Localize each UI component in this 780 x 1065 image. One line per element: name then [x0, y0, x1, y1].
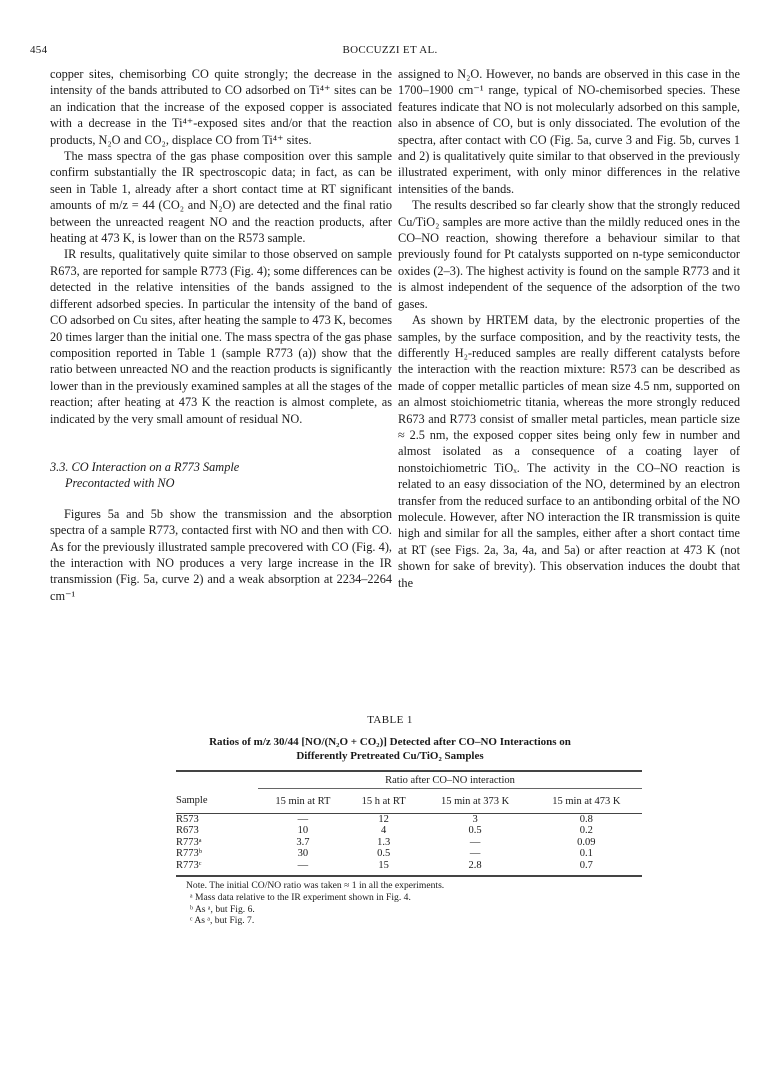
table-row — [176, 825, 642, 836]
section-heading — [50, 459, 392, 492]
page-number: 454 — [30, 44, 48, 56]
column-header: 15 min at RT — [275, 795, 331, 807]
table-cell: 30 — [297, 848, 309, 860]
table-cell: R773ᵇ — [176, 848, 203, 860]
table-spanner: Ratio after CO–NO interaction — [258, 771, 642, 789]
table-cell: 0.7 — [579, 859, 593, 871]
table-cell: 4 — [381, 825, 387, 837]
table-cell: 3 — [472, 814, 478, 825]
table-cell: — — [297, 814, 309, 825]
left-paragraph-4: Figures 5a and 5b show the transmission and the absorption spectra of a sample R773, contacted first with NO and then with CO. As for the previously illustrated sample precovered with CO (Fig. 4), the interaction with NO produces a very large increase in the IR transmission (Fig. 5a, curve 2) and a weak absorption at 2234–2264 cm⁻¹ — [50, 506, 392, 603]
table-header-row — [176, 789, 642, 814]
table-cell: R773ᶜ — [176, 859, 202, 871]
column-header: Sample — [176, 795, 208, 807]
table-cell: — — [469, 848, 481, 860]
table-cell: 0.09 — [577, 836, 596, 848]
table-footnote: ᵇ As ᵃ, but Fig. 6. — [190, 903, 255, 915]
table-row — [176, 860, 642, 876]
table-caption-line-1: Ratios of m/z 30/44 [NO/(N₂O + CO₂)] Detected after CO–NO Interactions on — [209, 736, 571, 748]
left-column — [50, 66, 392, 604]
table-cell: 10 — [297, 825, 309, 837]
left-paragraph-3: IR results, qualitatively quite similar to those observed on sample R673, are reported for sample R773 (Fig. 4); some differences can be detected in the relative intensities of the bands assigned to the different adsorbed species. In particular the intensity of the band of CO adsorbed on Cu sites, after heating the sample to 473 K, becomes 20 times larger than the initial one. The mass spectra of the gas phase composition reported in Table 1 (sample R773 (a)) show that the ratio between unreacted NO and the reaction products is significantly lower than in the previously examined samples at all the stages of the reaction; after heating at 473 K the reaction is almost complete, as indicated by the very small amount of residual NO. — [50, 247, 392, 426]
table-cell: 1.3 — [377, 836, 391, 848]
right-paragraph-3: As shown by HRTEM data, by the electronic properties of the samples, by the surface composition, and by the reactivity tests, the differently H₂-reduced samples are really different catalysts before the interaction with the reaction mixture: R573 can be described as made of copper metallic particles of mean size 4.5 nm, supported on an almost stoichiometric titania, whereas the more strongly reduced R673 and R773 consist of smaller metal particles, mean particle size ≈ 2.5 nm, the exposed copper sites being only few in number and almost isolated as a consequence of a coating layer of nonstoichiometric TiOₓ. The activity in the CO–NO reaction is related to an easy dissociation of the NO, determined by an electron transfer from the reduced surface to an antibonding orbital of the NO molecule. However, after NO interaction the IR transmission is quite high and similar for all the samples, either after a short contact time at RT (see Figs. 2a, 3a, 4a, and 5a) or after reaction at 473 K (not shown for sake of brevity). This observation induces the doubt that the — [398, 313, 740, 590]
data-table — [176, 770, 642, 877]
table-label: TABLE 1 — [367, 714, 413, 726]
column-header: 15 min at 373 K — [440, 795, 510, 807]
column-header: 15 h at RT — [361, 795, 406, 807]
right-paragraph-2: The results described so far clearly show that the strongly reduced Cu/TiO₂ samples are more active than the mildly reduced ones in the CO–NO reaction, showing therefore a behaviour similar to that previously found for Pt catalysts supported on n-type semiconductor oxides (2–3). The highest activity is found on the sample R773 and it is almost independent of the sequence of the adsorption of the two gases. — [398, 198, 740, 311]
right-paragraph-1: assigned to N₂O. However, no bands are observed in this case in the 1700–1900 cm⁻¹ range, typical of NO-chemisorbed species. These features indicate that NO is not molecularly adsorbed on this sample, also in absence of CO, but is only dissociated. The evolution of the spectra, after contact with CO (Fig. 5a, curve 3 and Fig. 5b, curves 1 and 2) is qualitatively quite similar to that observed in the previously illustrated experiment, with only minor differences in the relative intensities of the bands. — [398, 67, 740, 196]
table-footnote: ᵃ Mass data relative to the IR experiment shown in Fig. 4. — [190, 891, 411, 903]
table-footnote: ᶜ As ᵃ, but Fig. 7. — [190, 915, 255, 927]
table-note: Note. The initial CO/NO ratio was taken ≈ 1 in all the experiments. — [186, 880, 445, 891]
table-cell: — — [469, 836, 481, 848]
table-cell: 0.5 — [377, 848, 391, 860]
table-cell: — — [297, 859, 309, 871]
table-cell: 0.8 — [579, 814, 593, 825]
table-cell: R673 — [176, 825, 199, 837]
table-caption — [130, 735, 650, 763]
table-cell: 2.8 — [468, 859, 482, 871]
table-cell: 12 — [378, 814, 389, 825]
table-row — [176, 814, 642, 826]
section-heading-line-2: Precontacted with NO — [65, 476, 175, 491]
table-row — [176, 848, 642, 859]
left-paragraph-2: The mass spectra of the gas phase composition over this sample confirm substantially the IR spectroscopic data; in fact, as can be seen in Table 1, already after a short contact time at RT significant amounts of m/z = 44 (CO₂ and N₂O) are detected and the final ratio between the unreacted reagent NO and the reaction products, after heating at 473 K, is lower than on the R573 sample. — [50, 149, 392, 246]
left-paragraph-1: copper sites, chemisorbing CO quite strongly; the decrease in the intensity of the bands attributed to CO adsorbed on Ti⁴⁺ sites can be an indication that the increase of the exposed copper is associated with a decrease in the Ti⁴⁺-exposed sites and/or that the reaction products, N₂O and CO₂, displace CO from Ti⁴⁺ sites. — [50, 67, 392, 147]
section-heading-line-1: 3.3. CO Interaction on a R773 Sample — [50, 459, 240, 474]
right-column — [398, 66, 740, 591]
table-caption-line-2: Differently Pretreated Cu/TiO₂ Samples — [296, 750, 484, 762]
table-cell: 3.7 — [296, 836, 310, 848]
table-cell: R573 — [176, 814, 199, 825]
table-cell: 0.2 — [579, 825, 593, 837]
table-spanner-row — [176, 771, 642, 789]
table-row — [176, 837, 642, 848]
table-cell: 15 — [378, 859, 389, 871]
table-cell: 0.1 — [579, 848, 593, 860]
table-cell: 0.5 — [468, 825, 482, 837]
column-header: 15 min at 473 K — [552, 795, 621, 807]
table-cell: R773ᵃ — [176, 836, 202, 848]
table-notes — [186, 880, 606, 927]
running-head: BOCCUZZI ET AL. — [342, 44, 438, 56]
